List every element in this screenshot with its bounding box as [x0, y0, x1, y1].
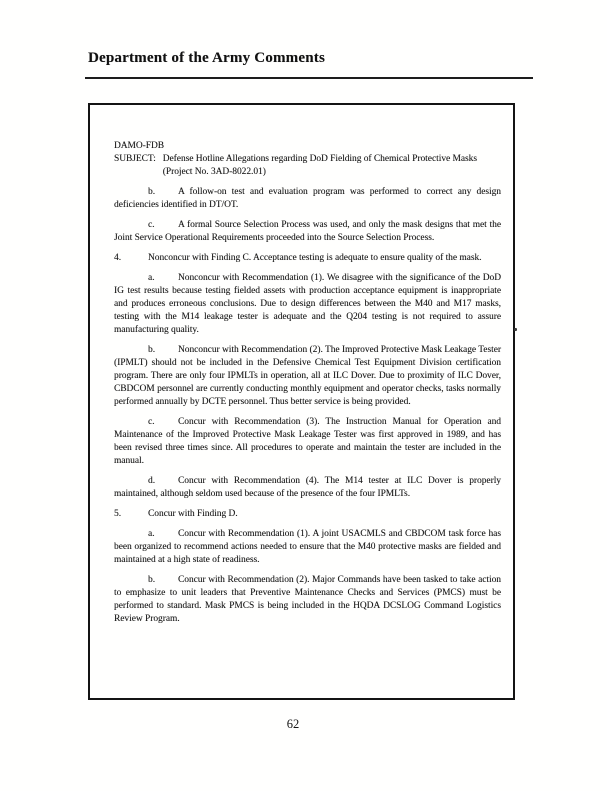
- header-rule: [85, 77, 533, 79]
- memo-paragraph: [114, 416, 501, 468]
- memo-paragraph: [114, 508, 501, 521]
- memo-paragraph: [114, 219, 501, 245]
- paragraph-text: A follow-on test and evaluation program was performed to correct any design deficiencies identified in DT/OT.: [114, 187, 501, 210]
- memo-paragraph: [114, 528, 501, 567]
- memo-paragraph: [114, 475, 501, 501]
- page-number: 62: [286, 717, 300, 731]
- subject-line2: (Project No. 3AD-8022.01): [162, 167, 266, 177]
- memo-content: [114, 140, 501, 626]
- subject-body: [163, 153, 501, 179]
- running-header-title: Department of the Army Comments: [88, 50, 325, 66]
- paragraph-marker: a.: [148, 529, 155, 539]
- paragraph-text: Concur with Recommendation (1). A joint USACMLS and CBDCOM task force has been organized to recommend actions needed to ensure that the M40 protective masks are fielded and maintained at a high state of readiness.: [114, 529, 501, 565]
- paragraph-text: Concur with Recommendation (4). The M14 tester at ILC Dover is properly maintained, although seldom used because of the presence of the four IPMLTs.: [114, 476, 501, 499]
- paragraph-marker: b.: [148, 187, 156, 197]
- paragraph-text: Nonconcur with Recommendation (1). We disagree with the significance of the DoD IG test results because testing fielded assets with production acceptance equipment is inappropriate and produces erroneous conclusions. Due to design differences between the M40 and M17 masks, testing with the M14 leakage tester is adequate and the Q204 testing is not required to assure manufacturing quality.: [114, 273, 501, 335]
- memo-paragraph: [114, 272, 501, 337]
- paragraph-text: Concur with Recommendation (2). Major Commands have been tasked to take action to emphasize to unit leaders that Preventive Maintenance Checks and Services (PMCS) must be performed to standard. Mask PMCS is being included in the HQDA DCSLOG Command Logistics Review Program.: [114, 575, 501, 624]
- paragraph-text: Nonconcur with Recommendation (2). The Improved Protective Mask Leakage Tester (IPMLT) should not be included in the Defensive Chemical Test Equipment Division certification program. There are only four IPMLTs in operation, all at ILC Dover. Due to proximity of ILC Dover, CBDCOM personnel are currently conducting monthly equipment and operator checks, tasks normally performed annually by DCTE personnel. Thus better service is being provided.: [114, 345, 501, 407]
- paragraph-text: Concur with Finding D.: [148, 509, 238, 519]
- paragraph-marker: b.: [148, 575, 156, 585]
- paragraph-text: A formal Source Selection Process was used, and only the mask designs that met the Joint Service Operational Requirements proceeded into the Source Selection Process.: [114, 220, 501, 243]
- paragraph-marker: a.: [148, 273, 155, 283]
- paragraph-marker: c.: [148, 220, 155, 230]
- paragraph-text: Nonconcur with Finding C. Acceptance testing is adequate to ensure quality of the mask.: [148, 253, 482, 263]
- memo-paragraph: [114, 574, 501, 626]
- scanned-memo-frame: [88, 103, 515, 700]
- subject-block: [114, 153, 501, 179]
- scan-speck: [514, 328, 517, 331]
- paragraph-marker: c.: [148, 417, 155, 427]
- paragraph-text: Concur with Recommendation (3). The Instruction Manual for Operation and Maintenance of the Improved Protective Mask Leakage Tester was first approved in 1989, and has been revised three times since. All procedures to operate and maintain the tester are included in the manual.: [114, 417, 501, 466]
- memo-paragraph: [114, 344, 501, 409]
- memo-paragraph: [114, 252, 501, 265]
- subject-label: SUBJECT:: [114, 154, 156, 164]
- memo-paragraph: [114, 186, 501, 212]
- office-symbol: DAMO-FDB: [114, 141, 165, 151]
- paragraph-marker: 5.: [114, 509, 122, 519]
- paragraph-marker: 4.: [114, 253, 122, 263]
- subject-line1: Defense Hotline Allegations regarding DoD Fielding of Chemical Protective Masks: [162, 154, 477, 164]
- paragraph-marker: b.: [148, 345, 156, 355]
- paragraph-marker: d.: [148, 476, 156, 486]
